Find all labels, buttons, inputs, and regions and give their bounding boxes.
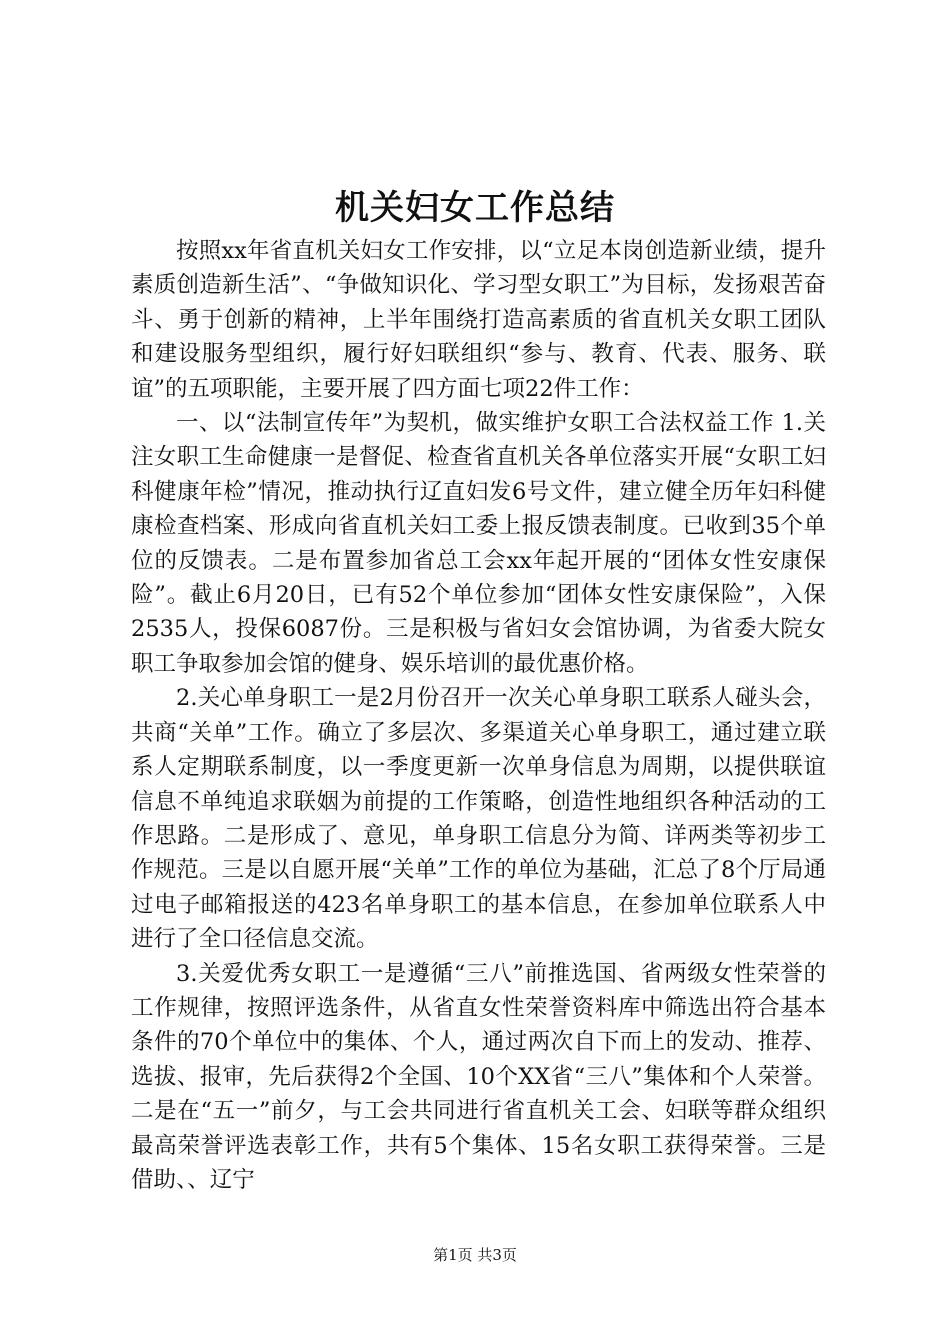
page-footer: 第1页 共3页	[433, 1246, 517, 1264]
paragraph-intro: 按照xx年省直机关妇女工作安排，以“立足本岗创造新业绩，提升素质创造新生活”、“争做知识化、学习型女职工”为目标，发扬艰苦奋斗、勇于创新的精神，上半年围绕打造高素质的省直机关女职工团队和建设服务型组织，履行好妇联组织“参与、教育、代表、服务、联谊”的五项职能，主要开展了四方面七项22件工作：	[131, 238, 826, 402]
paragraph-section-one: 一、以“法制宣传年”为契机，做实维护女职工合法权益工作 1.关注女职工生命健康一是督促、检查省直机关各单位落实开展“女职工妇科健康年检”情况，推动执行辽直妇发6号文件，建立健全历年妇科健康检查档案、形成向省直机关妇工委上报反馈表制度。已收到35个单位的反馈表。二是布置参加省总工会xx年起开展的“团体女性安康保险”。截止6月20日，已有52个单位参加“团体女性安康保险”，入保2535人，投保6087份。三是积极与省妇女会馆协调，为省委大院女职工争取参加会馆的健身、娱乐培训的最优惠价格。	[131, 410, 826, 677]
document-body	[131, 234, 826, 1197]
paragraph-item-two: 2.关心单身职工一是2月份召开一次关心单身职工联系人碰头会，共商“关单”工作。确立了多层次、多渠道关心单身职工，通过建立联系人定期联系制度，以一季度更新一次单身信息为周期，以提供联谊信息不单纯追求联姻为前提的工作策略，创造性地组织各种活动的工作思路。二是形成了、意见，单身职工信息分为简、详两类等初步工作规范。三是以自愿开展“关单”工作的单位为基础，汇总了8个厅局通过电子邮箱报送的423名单身职工的基本信息，在参加单位联系人中进行了全口径信息交流。	[131, 685, 826, 953]
paragraph-item-three: 3.关爱优秀女职工一是遵循“三八”前推选国、省两级女性荣誉的工作规律，按照评选条件，从省直女性荣誉资料库中筛选出符合基本条件的70个单位中的集体、个人，通过两次自下而上的发动、推荐、选拔、报审，先后获得2个全国、10个XX省“三八”集体和个人荣誉。二是在“五一”前夕，与工会共同进行省直机关工会、妇联等群众组织最高荣誉评选表彰工作，共有5个集体、15名女职工获得荣誉。三是借助、、辽宁	[131, 960, 826, 1193]
document-title: 机关妇女工作总结	[335, 188, 615, 228]
